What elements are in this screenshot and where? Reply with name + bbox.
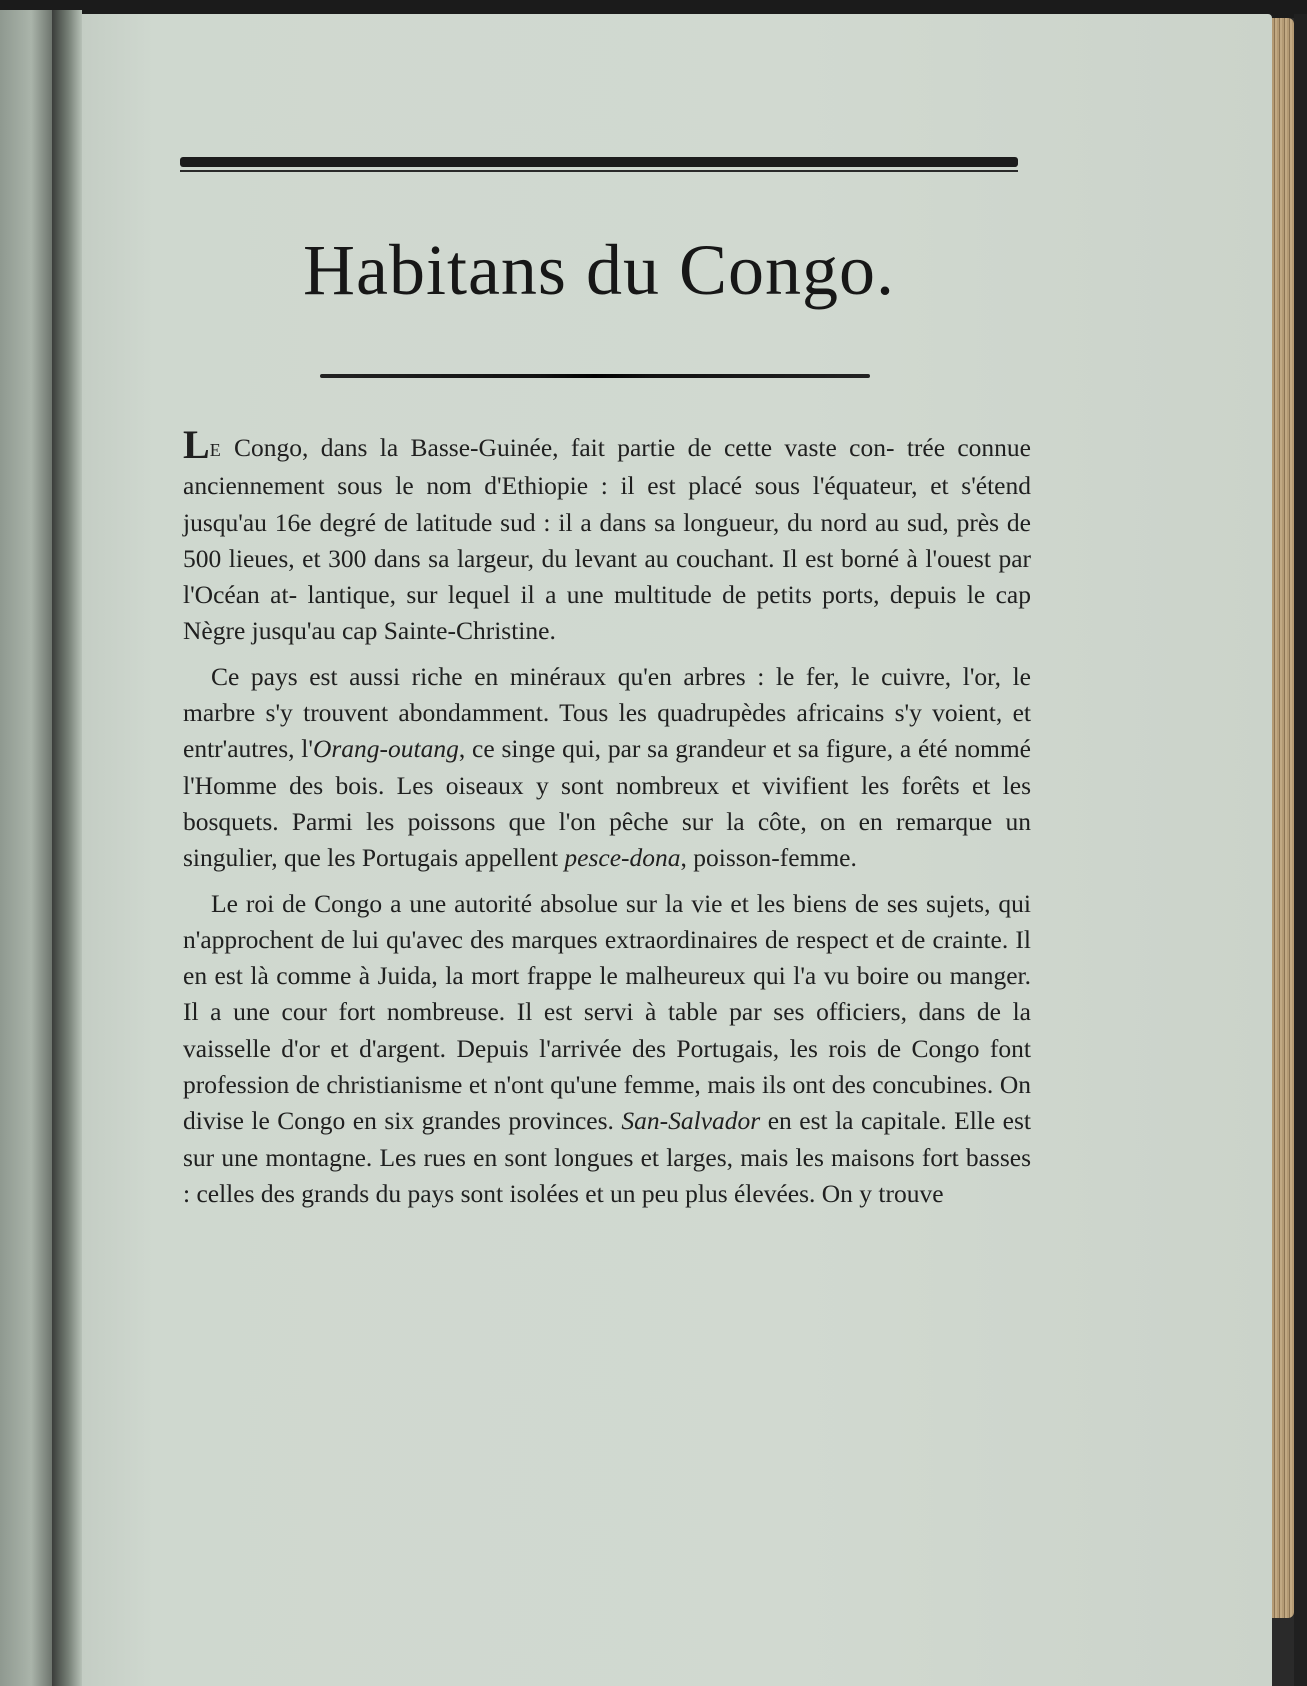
italic-term-orang-outang: Orang-outang [312, 734, 459, 764]
book-gutter [52, 10, 82, 1686]
paragraph-2 [183, 659, 1031, 877]
header-rule-thick [180, 157, 1018, 167]
paragraph-1-line: Nègre jusqu'au cap Sainte-Christine. [183, 616, 556, 646]
paragraph-1-line: trée connue anciennement sous le nom d'Ethiopie : il est placé sous [183, 433, 1031, 501]
title-separator-rule [320, 374, 870, 378]
paragraph-2-text: , ce singe qui, par sa grandeur et sa figure, a été nommé l'Homme des bois. Les oiseaux y sont nombreux et vivifient les forêts et les bosquets. Parmi les poissons que l'on pêche sur la côte, on en remarque un singulier, que les Portugais appellent [183, 734, 1031, 873]
scan-right-border [1294, 14, 1307, 1686]
body-text [183, 422, 1032, 1221]
paragraph-1-line: Congo, dans la Basse-Guinée, fait partie de cette vaste con- [221, 433, 895, 462]
chapter-title: Habitans du Congo. [303, 230, 895, 310]
header-rule-thin [180, 170, 1018, 172]
paragraph-3-text: en est la capitale. Elle est sur une montagne. Les rues en sont longues et larges, mais les maisons fort basses : celles des grands du pays sont isolées et un peu plus élevées. On y trouve [183, 1106, 1031, 1208]
paragraph-1-line: sa longueur, du nord au sud, près de 500 lieues, et 300 dans sa [183, 507, 1032, 573]
paragraph-1-line: l'équateur, et s'étend jusqu'au 16e degré de latitude sud : il a dans [183, 471, 1032, 537]
paragraph-2-text: Ce pays est aussi riche en minéraux qu'en arbres : le fer, le cuivre, l'or, le marbre s'y trouvent abondamment. Tous les quadrupèdes africains s'y voient, et entr'autres, l' [183, 661, 1031, 764]
page-fore-edge [1272, 18, 1294, 1618]
italic-term-pesce-dona: pesce-dona [564, 843, 681, 873]
paragraph-1-line: largeur, du levant au couchant. Il est borné à l'ouest par l'Océan at- [183, 543, 1032, 610]
paragraph-1-line: lantique, sur lequel il a une multitude de petits ports, depuis le cap [307, 580, 1032, 610]
italic-term-san-salvador: San-Salvador [621, 1106, 761, 1136]
paragraph-1 [183, 422, 1032, 650]
facing-page-edge [0, 10, 52, 1686]
paragraph-2-text: , poisson-femme. [680, 843, 857, 873]
paragraph-3 [183, 886, 1031, 1213]
drop-cap: L [183, 422, 210, 467]
paragraph-3-text: Le roi de Congo a une autorité absolue sur la vie et les biens de ses sujets, qui n'approchent de lui qu'avec des marques extraordinaires de respect et de crainte. Il en est là comme à Juida, la mort frappe le malheureux qui l'a vu boire ou manger. Il a une cour fort nombreuse. Il est servi à table par ses officiers, dans de la vaisselle d'or et d'argent. Depuis l'arrivée des Portugais, les rois de Congo font profession de christianisme et n'ont qu'une femme, mais ils ont des concubines. On divise le Congo en six grandes provinces. [183, 888, 1031, 1136]
small-caps-letter: E [209, 440, 222, 460]
